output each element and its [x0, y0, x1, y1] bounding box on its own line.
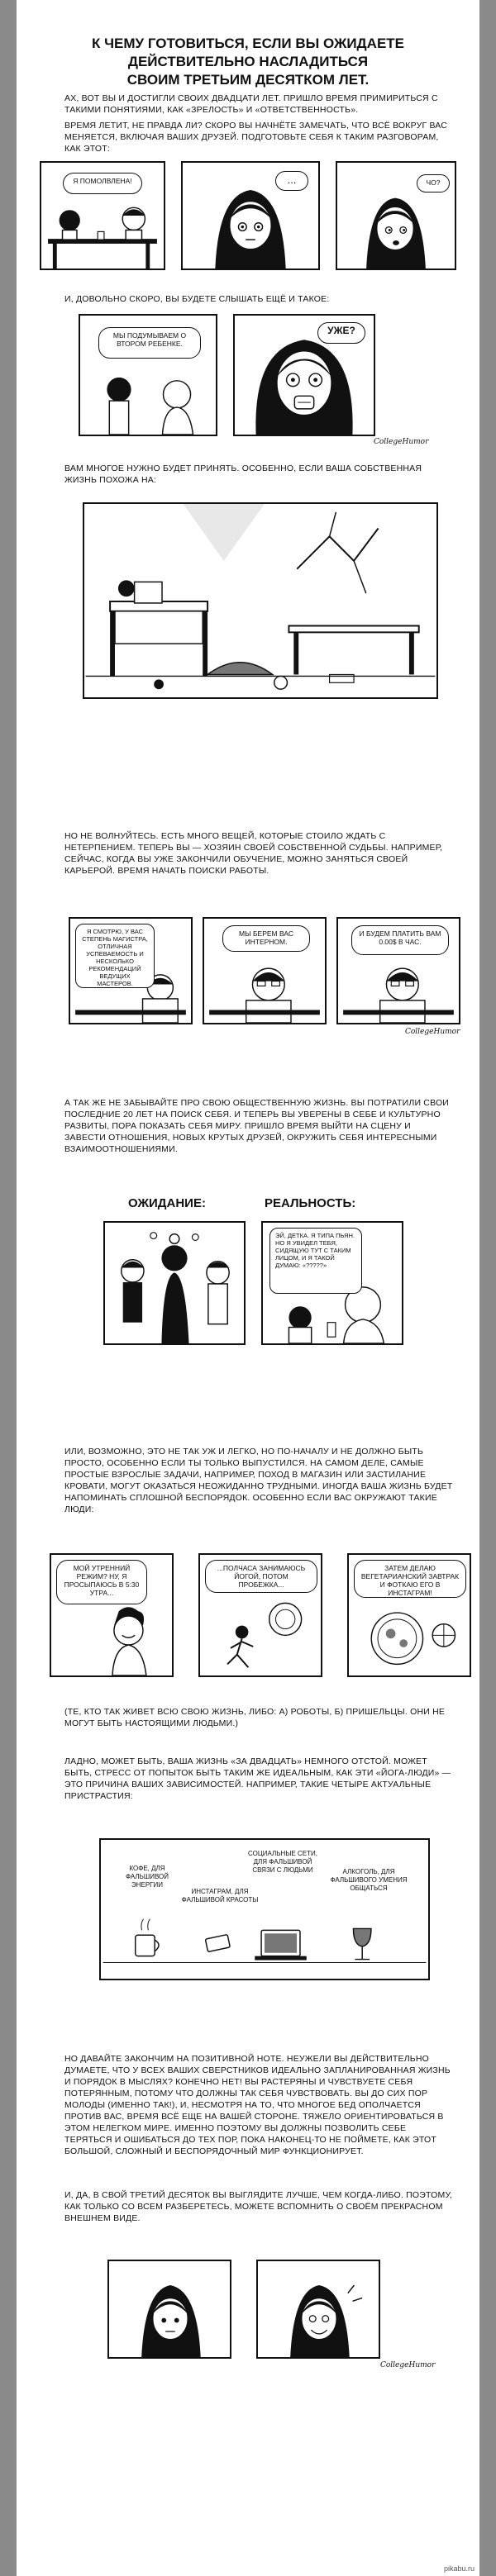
- paragraph-intro: АХ, ВОТ ВЫ И ДОСТИГЛИ СВОИХ ДВАДЦАТИ ЛЕТ. ПРИШЛО ВРЕМЯ ПРИМИРИТЬСЯ С ТАКИМИ ПОНЯТИЯМИ, КАК «ЗРЕЛОСТЬ» И «ОТВЕТСТВЕННОСТЬ».: [64, 93, 438, 115]
- signature-3: CollegeHumor: [380, 2361, 436, 2369]
- paragraph-addictions: ЛАДНО, МОЖЕТ БЫТЬ, ВАША ЖИЗНЬ «ЗА ДВАДЦАТЬ» НЕМНОГО ОТСТОЙ. МОЖЕТ БЫТЬ, СТРЕСС ОТ ПОПЫТОК БЫТЬ ТАКИМ ЖЕ ИДЕАЛЬНЫМ, КАК ЭТИ «ЙОГА-ЛЮДИ» — ЭТО ПРИЧИНА ВАШИХ ЗАВИСИМОСТЕЙ. НАПРИМЕР, ТАКИЕ ЧЕТЫРЕ АКТУАЛЬНЫЕ ПРИСТРАСТИЯ:: [64, 1756, 451, 1801]
- panel-job-interview: [69, 917, 193, 1024]
- comic-page: [17, 0, 479, 2576]
- caption-alcohol: АЛКОГОЛЬ, ДЛЯ ФАЛЬШИВОГО УМЕНИЯ ОБЩАТЬСЯ: [330, 1868, 408, 1892]
- panel-breakfast: [347, 1553, 471, 1677]
- paragraph-positive: НО ДАВАЙТЕ ЗАКОНЧИМ НА ПОЗИТИВНОЙ НОТЕ. НЕУЖЕЛИ ВЫ ДЕЙСТВИТЕЛЬНО ДУМАЕТЕ, ЧТО У ВСЕХ ВАШИХ СВЕРСТНИКОВ ИДЕАЛЬНО ЗАПЛАНИРОВАННАЯ ЖИЗНЬ И ПОРЯДОК В МЫСЛЯХ? КОНЕЧНО НЕТ! ВЫ РАСТЕРЯНЫ И ЧУВСТВУЕТЕ СЕБЯ ПОТЕРЯННЫМ, ПОТОМУ ЧТО ДОЛЖНЫ ТАК СЕБЯ ЧУВСТВОВАТЬ. ВЫ ДО СИХ ПОР МОЛОДЫ (ИМЕННО ТАК!), И, НЕСМОТРЯ НА ТО, ЧТО МНОГОЕ БЕД ОПОЛЧАЕТСЯ ПРОТИВ ВАС, ВРЕМЯ ВСЁ ЕЩЕ НА ВАШЕЙ СТОРОНЕ. ТЯЖЕЛО ОРИЕНТИРОВАТЬСЯ В ЭТОМ НЕЛЕГКОМ МИРЕ. ИМЕННО ПОЭТОМУ ВЫ ДОЛЖНЫ ПОЗВОЛИТЬ СЕБЕ ТЕРЯТЬСЯ И ОШИБАТЬСЯ ДО ТЕХ ПОР, ПОКА НАКОНЕЦ-ТО НЕ ПОЙМЕТЕ, КАК ЭТОТ БОЛЬШОЙ, СЛОЖНЫЙ И БЕСПОРЯДОЧНЫЙ МИР ФУНКЦИОНИРУЕТ.: [64, 2054, 451, 2156]
- speech-bubble-already: УЖЕ?: [317, 322, 365, 344]
- reality-label: РЕАЛЬНОСТЬ:: [265, 1196, 356, 1210]
- panel-expectation: [103, 1221, 246, 1345]
- panel-yoga: [198, 1553, 322, 1677]
- speech-bubble-job-1: Я СМОТРЮ, У ВАС СТЕПЕНЬ МАГИСТРА, ОТЛИЧНАЯ УСПЕВАЕМОСТЬ И НЕСКОЛЬКО РЕКОМЕНДАЦИЙ ВЕДУЩИХ МАСТЕРОВ.: [75, 924, 155, 988]
- site-watermark: pikabu.ru: [443, 2564, 475, 2573]
- paragraph-dont-worry: НО НЕ ВОЛНУЙТЕСЬ. ЕСТЬ МНОГО ВЕЩЕЙ, КОТОРЫЕ СТОИЛО ЖДАТЬ С НЕТЕРПЕНИЕМ. ТЕПЕРЬ ВЫ — ХОЗЯИН СВОЕЙ СОБСТВЕННОЙ СУДЬБЫ. НАПРИМЕР, СЕЙЧАС, КОГДА ВЫ УЖЕ ЗАКОНЧИЛИ ОБУЧЕНИЕ, МОЖНО ЗАНЯТЬСЯ СВОЕЙ КАРЬЕРОЙ. ВРЕМЯ НАЧАТЬ ПОИСКИ РАБОТЫ.: [64, 831, 443, 876]
- speech-bubble-breakfast: ЗАТЕМ ДЕЛАЮ ВЕГЕТАРИАНСКИЙ ЗАВТРАК И ФОТКАЮ ЕГО В ИНСТАГРАМ!: [354, 1560, 466, 1598]
- speech-bubble-what: ЧО?: [417, 174, 450, 192]
- panel-final-2: [256, 2260, 380, 2359]
- paragraph-not-easy: ИЛИ, ВОЗМОЖНО, ЭТО НЕ ТАК УЖ И ЛЕГКО, НО ПО-НАЧАЛУ И НЕ ДОЛЖНО БЫТЬ ПРОСТО, ОСОБЕННО ЕСЛИ ТЫ ТОЛЬКО ВЫПУСТИЛСЯ. НА САМОМ ДЕЛЕ, САМЫЕ ПРОСТЫЕ ВЗРОСЛЫЕ ЗАДАЧИ, НАПРИМЕР, ПОХОД В МАГАЗИН ИЛИ ЗАСТИЛАНИЕ КРОВАТИ, МОГУТ ОКАЗАТЬСЯ НЕОЖИДАННО ТРУДНЫМИ. ИНОГДА ВАША ЖИЗНЬ БУДЕТ НАПОМИНАТЬ СПЛОШНОЙ БЕСПОРЯДОК. ОСОБЕННО ЕСЛИ ВАС ОКРУЖАЮТ ТАКИЕ ЛЮДИ:: [64, 1447, 453, 1514]
- party-drawing: [105, 1223, 244, 1343]
- panel-morning-routine: [50, 1553, 174, 1677]
- caption-instagram: ИНСТАГРАМ, ДЛЯ ФАЛЬШИВОЙ КРАСОТЫ: [181, 1888, 259, 1903]
- speech-bubble-job-2: МЫ БЕРЕМ ВАС ИНТЕРНОМ.: [222, 925, 310, 952]
- paragraph-robots: (ТЕ, КТО ТАК ЖИВЕТ ВСЮ СВОЮ ЖИЗНЬ, ЛИБО: А) РОБОТЫ, Б) ПРИШЕЛЬЦЫ. ОНИ НЕ МОГУТ БЫТЬ НАСТОЯЩИМИ ЛЮДЬМИ.): [64, 1707, 446, 1728]
- speech-bubble-job-3: И БУДЕМ ПЛАТИТЬ ВАМ 0.00$ В ЧАС.: [351, 925, 449, 955]
- paragraph-soon: И, ДОВОЛЬНО СКОРО, ВЫ БУДЕТЕ СЛЫШАТЬ ЕЩЁ И ТАКОЕ:: [64, 294, 330, 304]
- panel-already: [233, 314, 375, 436]
- paragraph-looks: И, ДА, В СВОЙ ТРЕТИЙ ДЕСЯТОК ВЫ ВЫГЛЯДИТЕ ЛУЧШЕ, ЧЕМ КОГДА-ЛИБО. ПОЭТОМУ, КАК ТОЛЬКО СО ВСЕМ РАЗБЕРЕТЕСЬ, МОЖЕТЕ ВСПОМНИТЬ О СВОЁМ ПРЕКРАСНОМ ВНЕШНЕМ ВИДЕ.: [64, 2190, 453, 2223]
- girl-mirror-drawing: [109, 2261, 230, 2357]
- speech-bubble-reality: ЭЙ, ДЕТКА. Я ТИПА ПЬЯН. НО Я УВИДЕЛ ТЕБЯ, СИДЯЩУЮ ТУТ С ТАКИМ ЛИЦОМ, И Я ТАКОЙ ДУМАЮ: «?????»: [269, 1228, 362, 1294]
- page-title: [17, 35, 479, 89]
- panel-job-salary: [336, 917, 460, 1024]
- panel-what: [336, 161, 456, 270]
- paragraph-accept: ВАМ МНОГОЕ НУЖНО БУДЕТ ПРИНЯТЬ. ОСОБЕННО, ЕСЛИ ВАША СОБСТВЕННАЯ ЖИЗНЬ ПОХОЖА НА:: [64, 463, 422, 485]
- speech-bubble-morning: МОЙ УТРЕННИЙ РЕЖИМ? НУ, Я ПРОСЫПАЮСЬ В 5:30 УТРА...: [56, 1560, 147, 1604]
- signature-2: CollegeHumor: [405, 1028, 460, 1036]
- caption-social: СОЦИАЛЬНЫЕ СЕТИ, ДЛЯ ФАЛЬШИВОЙ СВЯЗИ С ЛЮДЬМИ: [248, 1850, 317, 1874]
- speech-bubble-second-child: МЫ ПОДУМЫВАЕМ О ВТОРОМ РЕБЕНКЕ.: [98, 327, 201, 359]
- panel-messy-room: [83, 502, 438, 699]
- caption-coffee: КОФЕ, ДЛЯ ФАЛЬШИВОЙ ЭНЕРГИИ: [125, 1865, 169, 1889]
- panel-engaged: [40, 161, 165, 270]
- title-line-1: К ЧЕМУ ГОТОВИТЬСЯ, ЕСЛИ ВЫ ОЖИДАЕТЕ: [91, 36, 405, 51]
- speech-bubble-yoga: ...ПОЛЧАСА ЗАНИМАЮСЬ ЙОГОЙ, ПОТОМ ПРОБЕЖКА...: [205, 1560, 317, 1593]
- messy-room-drawing: [84, 504, 436, 697]
- girl-happy-drawing: [258, 2261, 379, 2357]
- panel-job-intern: [203, 917, 327, 1024]
- paragraph-time-flies: ВРЕМЯ ЛЕТИТ, НЕ ПРАВДА ЛИ? СКОРО ВЫ НАЧНЁТЕ ЗАМЕЧАТЬ, ЧТО ВСЁ ВОКРУГ ВАС МЕНЯЕТСЯ, ВКЛЮЧАЯ ВАШИХ ДРУЗЕЙ. ПОДГОТОВЬТЕ СЕБЯ К ТАКИМ РАЗГОВОРАМ, КАК ЭТОТ:: [64, 121, 448, 154]
- speech-bubble-engaged: Я ПОМОЛВЛЕНА!: [63, 173, 142, 194]
- expectation-label: ОЖИДАНИЕ:: [128, 1196, 206, 1210]
- signature-1: CollegeHumor: [374, 438, 429, 446]
- title-line-2: ДЕЙСТВИТЕЛЬНО НАСЛАДИТЬСЯ: [127, 54, 369, 69]
- paragraph-social-life: А ТАК ЖЕ НЕ ЗАБЫВАЙТЕ ПРО СВОЮ ОБЩЕСТВЕННУЮ ЖИЗНЬ. ВЫ ПОТРАТИЛИ СВОИ ПОСЛЕДНИЕ 20 ЛЕТ НА ПОИСК СЕБЯ. И ТЕПЕРЬ ВЫ УВЕРЕНЫ В СЕБЕ И КУЛЬТУРНО РАЗВИТЫ, ПОРА ПОКАЗАТЬ СЕБЯ МИРУ. ПРИШЛО ВРЕМЯ ВЫЙТИ НА СЦЕНУ И ЗАВЕСТИ ОТНОШЕНИЯ, НОВЫХ КРУТЫХ ДРУЗЕЙ, ОКРУЖИТЬ СЕБЯ ИНТЕРЕСНЫМИ ВЗАИМООТНОШЕНИЯМИ.: [64, 1098, 450, 1154]
- panel-addictions: [99, 1838, 430, 1980]
- panel-final-1: [107, 2260, 231, 2359]
- panel-second-child: [79, 314, 217, 436]
- title-line-3: СВОИМ ТРЕТЬИМ ДЕСЯТКОМ ЛЕТ.: [126, 72, 370, 88]
- panel-silent: [181, 161, 320, 270]
- speech-bubble-dots: ...: [275, 171, 308, 191]
- panel-reality: [261, 1221, 403, 1345]
